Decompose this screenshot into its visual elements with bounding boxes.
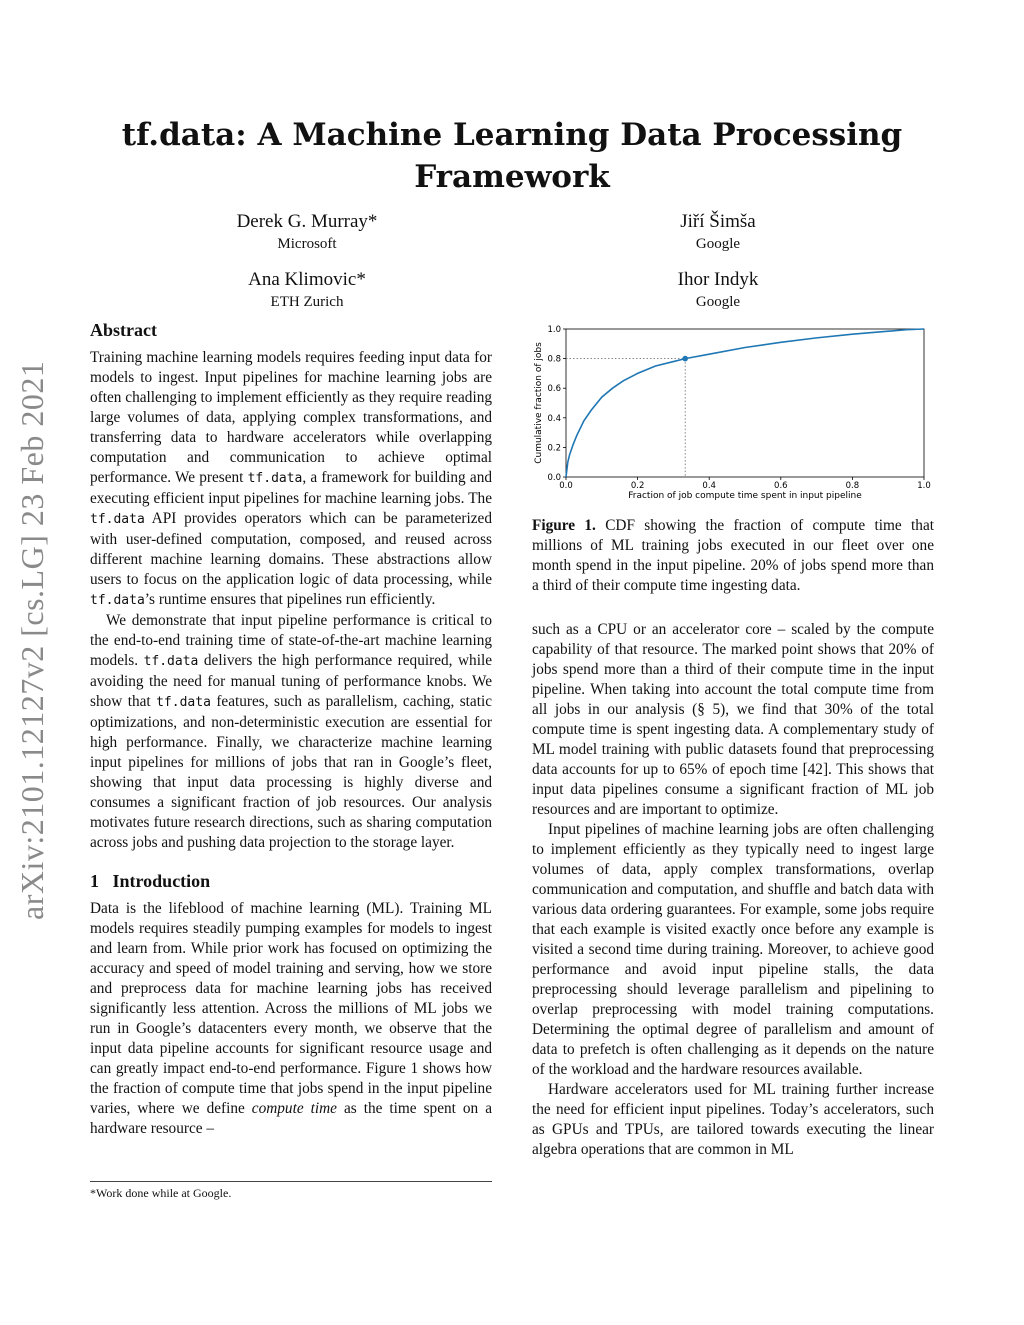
inline-code: tf.data	[247, 471, 303, 486]
inline-code: tf.data	[156, 695, 211, 710]
author-block	[177, 268, 437, 312]
x-tick-label: 0.0	[559, 481, 573, 491]
right-column	[532, 620, 934, 1160]
y-tick-label: 0.4	[547, 413, 561, 424]
x-tick-label: 0.8	[845, 481, 860, 491]
x-axis-label: Fraction of job compute time spent in input pipeline	[628, 491, 862, 501]
author-name: Ana Klimovic*	[248, 269, 366, 290]
abstract-paragraph	[90, 348, 492, 611]
text-run: features, such as parallelism, caching, static optimizations, and non-deterministic execution are essential for high performance. Finally, we characterize machine learning input pipelines for millions of jobs that ran in Google’s fleet, showing that input data processing is highly diverse and consumes a significant fraction of job resources. Our analysis motivates future research directions, such as sharing computation across jobs and pushing data projection to the storage layer.	[90, 693, 492, 851]
left-column	[90, 318, 492, 1139]
cdf-plot	[532, 320, 934, 505]
inline-code: tf.data	[143, 654, 199, 669]
text-run: Data is the lifeblood of machine learning (ML). Training ML models requires steadily pumping examples for models to ingest and learn from. While prior work has focused on optimizing the accuracy and speed of model training and serving, how we store and preprocess data for machine learning jobs has received significantly less attention. Across the millions of ML jobs we run in Google’s datacenters every month, we observe that the input data pipeline accounts for significant resource usage and can greatly impact end-to-end performance. Figure 1 shows how the fraction of compute time that jobs spend in the input pipeline varies, where we define	[90, 900, 492, 1117]
figure-caption	[532, 516, 934, 596]
author-block	[588, 210, 848, 254]
intro-paragraph	[90, 899, 492, 1139]
y-tick-label: 0.2	[547, 443, 561, 454]
arxiv-identifier: arXiv:2101.12127v2 [cs.LG] 23 Feb 2021	[14, 360, 50, 920]
y-tick-label: 0.0	[547, 473, 561, 483]
abstract-paragraph	[90, 611, 492, 853]
marker-guides	[566, 359, 685, 477]
body-paragraph: Input pipelines of machine learning jobs are often challenging to implement efficiently as they typically need to ingest large volumes of data, apply complex transformations, overlap communication and computation, and shuffle and batch data with various data ordering guarantees. For example, some jobs require that each example is visited exactly once before any example is visited a second time during training. Moreover, to achieve good performance and avoid input pipeline stalls, the data preprocessing should leverage parallelism and pipelining to overlap preprocessing with model training computations. Determining the optimal degree of parallelism and amount of data to prefetch is often challenging as it depends on the nature of the workload and the hardware resources available.	[532, 821, 934, 1078]
x-tick-label: 0.4	[702, 481, 716, 491]
section-heading: 1 Introduction	[90, 871, 211, 891]
text-run: as the time spent on a hardware resource –	[90, 1100, 492, 1137]
x-tick-label: 1.0	[917, 481, 931, 491]
y-tick-label: 0.8	[547, 354, 561, 365]
inline-code: tf.data	[90, 593, 145, 608]
footnote: *Work done while at Google.	[90, 1186, 232, 1200]
author-affiliation: Google	[695, 236, 741, 252]
text-run: ’s runtime ensures that pipelines run efficiently.	[144, 591, 436, 608]
author-name: Jiří Šimša	[680, 211, 756, 232]
author-affiliation: ETH Zurich	[270, 294, 344, 310]
author-block	[177, 210, 437, 254]
figure-1-chart	[532, 320, 934, 505]
author-affiliation: Google	[695, 294, 741, 310]
axis-ticks	[547, 325, 930, 491]
x-tick-label: 0.2	[630, 481, 645, 491]
author-name: Ihor Indyk	[677, 269, 759, 290]
marked-point	[682, 356, 688, 362]
text-run: delivers the high performance required, while avoiding the need for manual tuning of performance knobs. We show that	[90, 652, 492, 710]
footnote-rule	[90, 1181, 492, 1182]
author-name: Derek G. Murray*	[236, 211, 378, 232]
body-paragraph: Hardware accelerators used for ML training further increase the need for efficient input pipelines. Today’s accelerators, such as GPUs and TPUs, are tailored towards executing the linear algebra operations that are common in ML	[532, 1081, 934, 1158]
inline-code: tf.data	[90, 512, 145, 527]
text-run: , a framework for building and executing efficient input pipelines for machine learning jobs. The	[90, 469, 492, 507]
emphasis: compute time	[251, 1100, 337, 1117]
x-tick-label: 0.6	[774, 481, 788, 491]
abstract-heading: Abstract	[90, 320, 157, 340]
text-run: API provides operators which can be parameterized with user-defined computation, composed, and reused across different machine learning domains. These abstractions allow users to focus on the application logic of data processing, while	[90, 510, 492, 588]
y-axis-label: Cumulative fraction of jobs	[534, 342, 544, 464]
text-run: Training machine learning models requires feeding input data for models to ingest. Input pipelines for machine learning jobs are often challenging to implement efficiently as they require reading large volumes of data, applying complex transformations, and transferring data to hardware accelerators while overlapping computation and communication to achieve optimal performance. We present	[90, 349, 492, 486]
y-tick-label: 0.6	[547, 384, 561, 395]
y-tick-label: 1.0	[547, 325, 561, 335]
caption-label: Figure 1.	[532, 517, 596, 534]
cdf-series-line	[566, 329, 924, 477]
plot-frame	[566, 329, 924, 477]
text-run: We demonstrate that input pipeline performance is critical to the end-to-end training time of state-of-the-art machine learning models.	[90, 612, 492, 669]
paper-title: tf.data: A Machine Learning Data Processing Framework	[121, 117, 903, 195]
author-block	[588, 268, 848, 312]
author-affiliation: Microsoft	[277, 236, 337, 252]
body-paragraph: such as a CPU or an accelerator core – scaled by the compute capability of that resource. The marked point shows that 20% of jobs spend more than a third of their compute time in the input pipeline. When taking into account the total compute time from all jobs in our analysis (§ 5), we find that 30% of the total compute time is spent ingesting data. A complementary study of ML model training with public datasets found that preprocessing data accounts for up to 65% of epoch time [42]. This shows that input data pipelines consume a significant fraction of ML job resources and are important to optimize.	[532, 621, 934, 818]
caption-text: CDF showing the fraction of compute time that millions of ML training jobs executed in our fleet over one month spend in the input pipeline. 20% of jobs spend more than a third of their compute time ingesting data.	[532, 517, 934, 594]
